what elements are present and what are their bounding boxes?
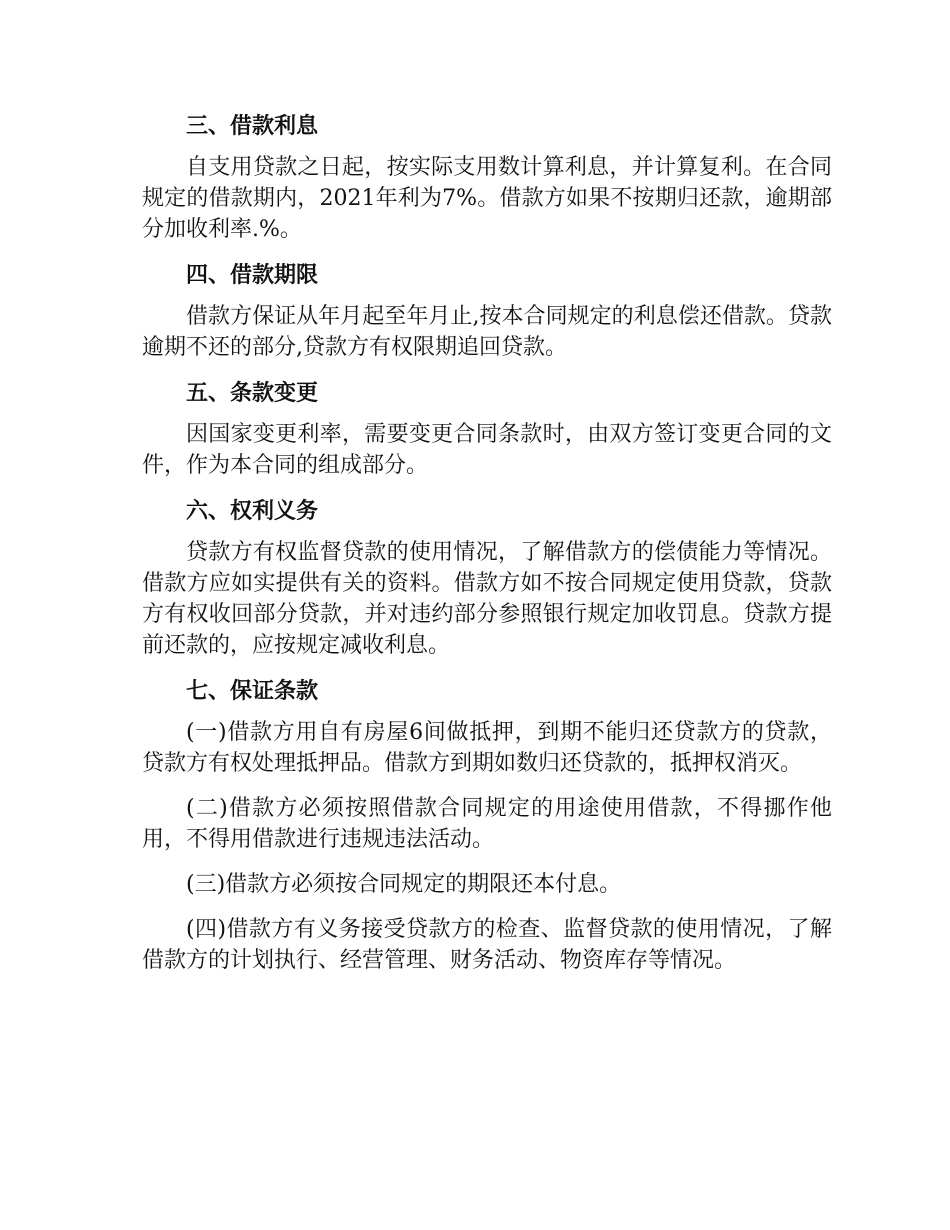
guarantee-item-4: (四)借款方有义务接受贷款方的检查、监督贷款的使用情况，了解借款方的计划执行、经营管理、财务活动、物资库存等情况。 — [142, 917, 832, 973]
section-heading-rights: 六、权利义务 — [186, 499, 319, 524]
guarantee-item-3: (三)借款方必须按合同规定的期限还本付息。 — [186, 872, 622, 897]
section-heading-interest: 三、借款利息 — [186, 114, 319, 139]
section-text-term: 借款方保证从年月起至年月止,按本合同规定的利息偿还借款。贷款逾期不还的部分,贷款方有权限期追回贷款。 — [142, 304, 832, 360]
section-text-interest: 自支用贷款之日起，按实际支用数计算利息，并计算复利。在合同规定的借款期内，2021年利为7%。借款方如果不按期归还款，逾期部分加收利率.%。 — [142, 155, 832, 242]
section-text-rights: 贷款方有权监督贷款的使用情况，了解借款方的偿债能力等情况。借款方应如实提供有关的资料。借款方如不按合同规定使用贷款，贷款方有权收回部分贷款，并对违约部分参照银行规定加收罚息。贷款方提前还款的，应按规定减收利息。 — [142, 540, 832, 658]
section-heading-guarantee: 七、保证条款 — [186, 679, 319, 704]
section-heading-changes: 五、条款变更 — [186, 381, 319, 406]
section-heading-term: 四、借款期限 — [186, 263, 319, 288]
guarantee-item-2: (二)借款方必须按照借款合同规定的用途使用借款，不得挪作他用，不得用借款进行违规违法活动。 — [142, 796, 832, 852]
section-text-changes: 因国家变更利率，需要变更合同条款时，由双方签订变更合同的文件，作为本合同的组成部分。 — [142, 422, 832, 478]
guarantee-item-1: (一)借款方用自有房屋6间做抵押，到期不能归还贷款方的贷款，贷款方有权处理抵押品。借款方到期如数归还贷款的，抵押权消灭。 — [142, 720, 832, 776]
document-page — [142, 112, 832, 990]
